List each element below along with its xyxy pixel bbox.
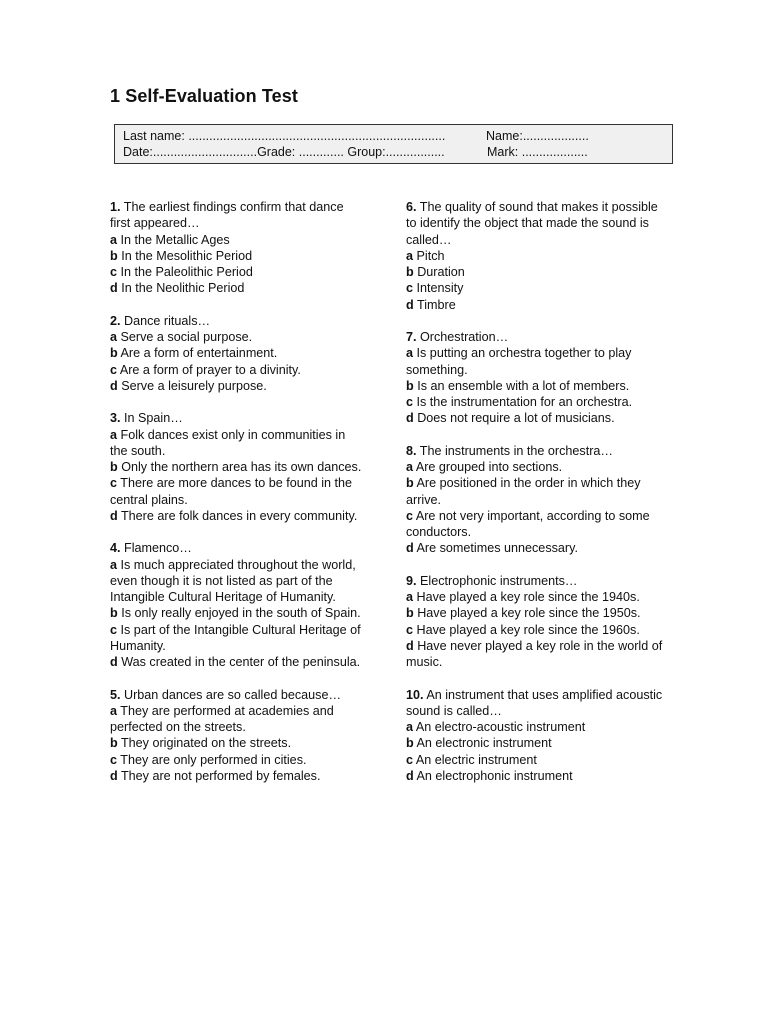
option-text: Only the northern area has its own dances. — [121, 460, 362, 474]
option-text: In the Paleolithic Period — [120, 265, 253, 279]
option-a[interactable] — [110, 329, 365, 345]
option-b[interactable] — [406, 378, 666, 394]
option-letter: b — [110, 346, 118, 361]
option-c[interactable] — [110, 622, 365, 655]
option-letter: b — [110, 736, 118, 751]
option-text: Intensity — [416, 281, 464, 296]
option-letter: b — [406, 476, 414, 491]
option-text: Are sometimes unnecessary. — [416, 541, 578, 556]
option-c[interactable] — [406, 394, 666, 410]
option-text: An electrophonic instrument — [416, 768, 573, 783]
option-d[interactable] — [110, 508, 365, 524]
question-5 — [110, 687, 365, 785]
option-a[interactable] — [110, 427, 365, 460]
question-stem: An instrument that uses amplified acoustic sound is called… — [406, 687, 663, 718]
questions-column-right — [406, 199, 666, 800]
question-number: 3. — [110, 411, 121, 426]
question-number: 5. — [110, 687, 121, 702]
option-text: Is the instrumentation for an orchestra. — [416, 395, 633, 409]
option-letter: a — [406, 590, 414, 604]
option-text: Folk dances exist only in communities in the south. — [110, 427, 346, 458]
question-stem: Flamenco… — [124, 541, 192, 556]
option-b[interactable] — [110, 605, 365, 621]
option-text: Is putting an orchestra together to play something. — [406, 346, 632, 377]
date-grade-group-field[interactable]: Date:..............................Grade: ............. Group:................. — [123, 145, 445, 159]
option-letter: d — [406, 638, 414, 653]
option-text: Duration — [417, 265, 465, 279]
question-number: 4. — [110, 541, 121, 556]
question-stem: Electrophonic instruments… — [420, 573, 578, 588]
option-b[interactable] — [406, 475, 666, 508]
option-letter: c — [406, 752, 414, 767]
question-6 — [406, 199, 666, 313]
option-letter: b — [406, 606, 414, 621]
question-number: 6. — [406, 200, 417, 214]
option-letter: c — [406, 622, 414, 637]
option-text: They originated on the streets. — [120, 736, 292, 751]
option-letter: d — [110, 768, 118, 783]
option-text: They are not performed by females. — [120, 768, 321, 783]
option-text: Have never played a key role in the world of music. — [406, 638, 663, 669]
option-letter: a — [406, 720, 414, 734]
option-text: An electronic instrument — [416, 736, 552, 751]
option-d[interactable] — [406, 540, 666, 556]
option-b[interactable] — [110, 459, 365, 475]
option-text: Are not very important, according to some conductors. — [406, 508, 650, 539]
option-text: An electro-acoustic instrument — [415, 720, 586, 734]
question-stem: The quality of sound that makes it possible to identify the object that made the sound is called… — [406, 200, 658, 247]
last-name-field[interactable]: Last name: .......................................................................... — [123, 129, 446, 143]
question-10 — [406, 687, 666, 785]
option-c[interactable] — [406, 280, 666, 296]
option-letter: d — [110, 378, 118, 393]
option-text: Have played a key role since the 1960s. — [416, 622, 640, 637]
option-letter: a — [406, 346, 414, 361]
option-a[interactable] — [110, 703, 365, 736]
option-text: In the Mesolithic Period — [121, 248, 253, 263]
option-c[interactable] — [406, 508, 666, 541]
option-letter: a — [110, 427, 118, 442]
question-number: 1. — [110, 200, 121, 214]
questions-column-left — [110, 199, 365, 800]
option-c[interactable] — [406, 622, 666, 638]
option-text: Have played a key role since the 1940s. — [416, 590, 640, 604]
option-text: Serve a leisurely purpose. — [121, 378, 267, 393]
option-text: Have played a key role since the 1950s. — [417, 606, 641, 621]
option-text: Are a form of entertainment. — [120, 346, 278, 361]
option-letter: d — [406, 411, 414, 426]
option-b[interactable] — [406, 264, 666, 280]
option-text: Are a form of prayer to a divinity. — [119, 362, 301, 377]
option-letter: a — [406, 460, 414, 474]
question-2 — [110, 313, 365, 394]
option-a[interactable] — [406, 719, 666, 735]
option-text: Is part of the Intangible Cultural Heritage of Humanity. — [110, 622, 361, 653]
option-text: Is much appreciated throughout the world, even though it is not listed as part of the Intangible Cultural Heritage of Humanity. — [110, 557, 356, 604]
question-9 — [406, 573, 666, 671]
option-a[interactable] — [406, 459, 666, 475]
question-number: 7. — [406, 330, 417, 344]
name-field[interactable]: Name:................... — [486, 129, 589, 143]
option-d[interactable] — [110, 768, 365, 784]
option-d[interactable] — [110, 280, 365, 296]
option-b[interactable] — [110, 345, 365, 361]
option-letter: c — [110, 362, 118, 377]
option-text: In the Neolithic Period — [121, 281, 245, 296]
option-c[interactable] — [110, 264, 365, 280]
option-letter: b — [110, 460, 118, 474]
option-letter: c — [406, 395, 414, 409]
question-stem: The earliest findings confirm that dance first appeared… — [110, 200, 344, 231]
option-text: In the Metallic Ages — [120, 232, 230, 247]
option-text: Pitch — [416, 248, 445, 263]
option-c[interactable] — [110, 752, 365, 768]
page-title: 1 Self-Evaluation Test — [110, 86, 298, 106]
option-text: Serve a social purpose. — [120, 330, 253, 344]
option-letter: c — [110, 622, 118, 637]
question-stem: Orchestration… — [420, 330, 509, 344]
option-text: There are more dances to be found in the central plains. — [110, 476, 353, 507]
option-letter: a — [110, 557, 118, 572]
option-letter: a — [110, 232, 118, 247]
student-info-box — [114, 124, 673, 164]
question-3 — [110, 410, 365, 524]
option-c[interactable] — [406, 752, 666, 768]
option-letter: d — [110, 508, 118, 523]
option-letter: c — [406, 508, 414, 523]
option-d[interactable] — [406, 297, 666, 313]
option-text: They are performed at academies and perfected on the streets. — [110, 703, 334, 734]
question-4 — [110, 540, 365, 670]
option-a[interactable] — [406, 248, 666, 264]
option-text: Was created in the center of the peninsula. — [121, 655, 361, 669]
option-b[interactable] — [406, 735, 666, 751]
option-text: Are positioned in the order in which they arrive. — [406, 476, 641, 507]
option-text: Is an ensemble with a lot of members. — [417, 378, 630, 393]
option-b[interactable] — [110, 735, 365, 751]
option-text: Are grouped into sections. — [415, 460, 563, 474]
question-8 — [406, 443, 666, 557]
option-a[interactable] — [406, 345, 666, 378]
question-stem: Dance rituals… — [124, 313, 211, 328]
option-letter: b — [406, 265, 414, 279]
question-1 — [110, 199, 365, 297]
option-letter: d — [110, 281, 118, 296]
mark-field[interactable]: Mark: ................... — [487, 145, 588, 159]
question-number: 10. — [406, 687, 424, 702]
option-c[interactable] — [110, 475, 365, 508]
question-stem: In Spain… — [124, 411, 183, 426]
option-c[interactable] — [110, 362, 365, 378]
option-letter: a — [110, 703, 118, 718]
option-b[interactable] — [110, 248, 365, 264]
option-letter: b — [110, 606, 118, 621]
option-b[interactable] — [406, 605, 666, 621]
question-number: 2. — [110, 313, 121, 328]
option-a[interactable] — [406, 589, 666, 605]
option-letter: c — [110, 476, 118, 491]
option-text: There are folk dances in every community. — [120, 508, 358, 523]
option-a[interactable] — [110, 232, 365, 248]
option-letter: d — [406, 297, 414, 312]
question-number: 8. — [406, 443, 417, 458]
option-text: They are only performed in cities. — [120, 752, 307, 767]
option-letter: d — [406, 768, 414, 783]
option-text: Timbre — [416, 297, 456, 312]
option-d[interactable] — [406, 410, 666, 426]
question-stem: The instruments in the orchestra… — [419, 443, 613, 458]
option-d[interactable] — [110, 378, 365, 394]
option-text: Does not require a lot of musicians. — [417, 411, 615, 426]
option-a[interactable] — [110, 557, 365, 606]
option-letter: d — [110, 655, 118, 669]
question-stem: Urban dances are so called because… — [124, 687, 342, 702]
option-letter: a — [406, 248, 414, 263]
option-text: Is only really enjoyed in the south of Spain. — [121, 606, 361, 621]
question-7 — [406, 329, 666, 427]
option-letter: c — [406, 281, 414, 296]
option-d[interactable] — [110, 654, 365, 670]
option-d[interactable] — [406, 638, 666, 671]
option-text: An electric instrument — [415, 752, 537, 767]
option-letter: c — [110, 265, 118, 279]
option-letter: b — [406, 736, 414, 751]
option-d[interactable] — [406, 768, 666, 784]
option-letter: b — [406, 378, 414, 393]
option-letter: d — [406, 541, 414, 556]
option-letter: a — [110, 330, 118, 344]
option-letter: b — [110, 248, 118, 263]
option-letter: c — [110, 752, 118, 767]
question-number: 9. — [406, 573, 417, 588]
